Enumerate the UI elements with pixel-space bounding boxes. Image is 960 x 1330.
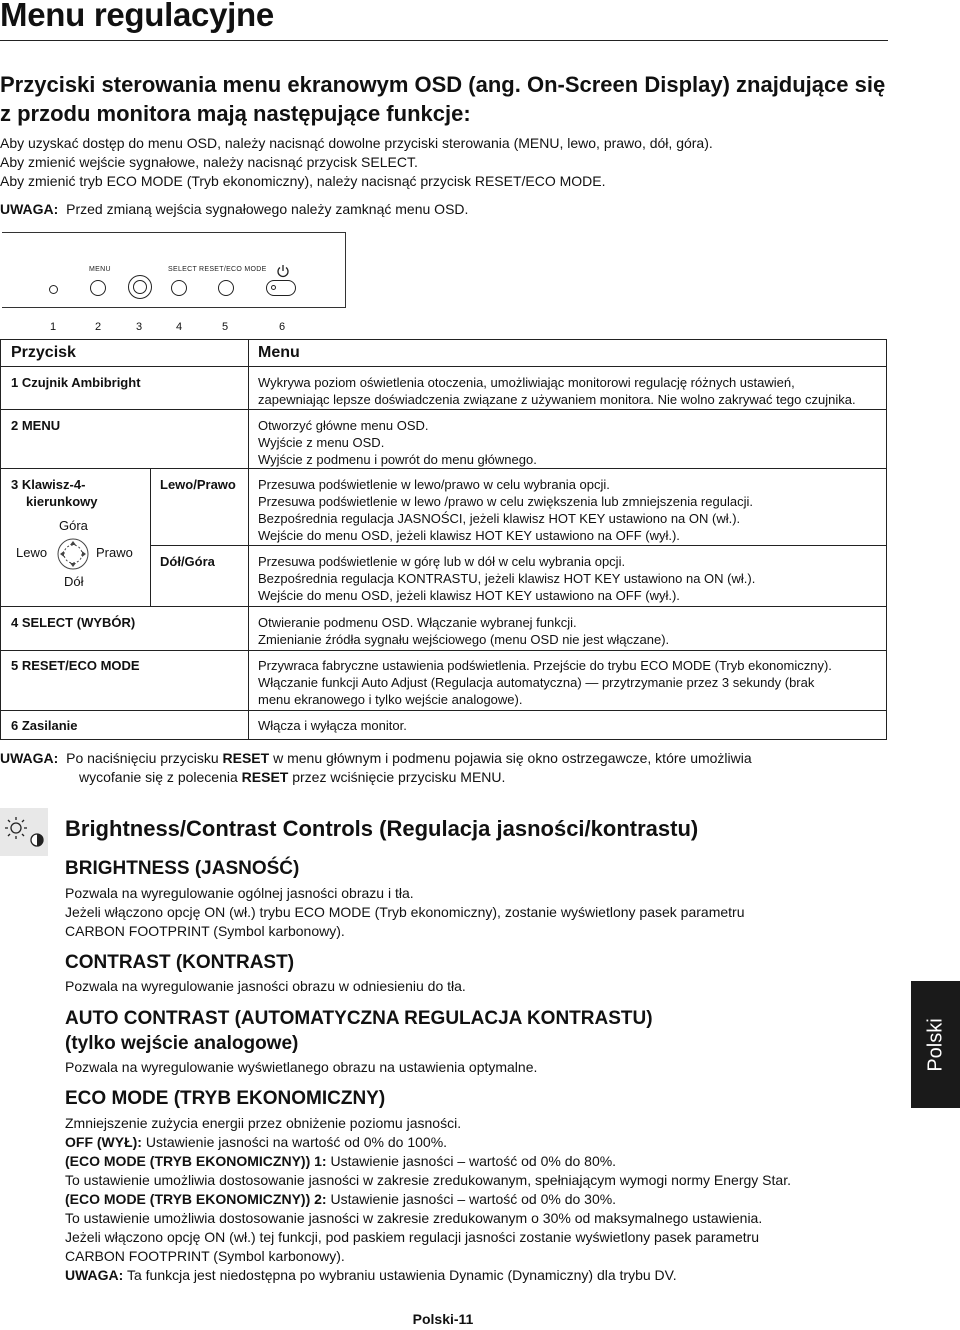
auto-contrast-text (65, 1058, 895, 1077)
note-text-bold: RESET (241, 769, 289, 785)
power-button (266, 280, 296, 296)
menu-line: Przesuwa podświetlenie w górę lub w dół w celu wybrania opcji. (258, 554, 626, 569)
text-line: CARBON FOOTPRINT (Symbol karbonowy). (65, 1248, 345, 1264)
dpad-label-down: Dół (64, 574, 84, 589)
power-led (271, 285, 276, 290)
text-bold: (ECO MODE (TRYB EKONOMICZNY)) 2: (65, 1191, 327, 1207)
text-line: Ustawienie jasności na wartość od 0% do 100%. (141, 1134, 448, 1150)
table-row-divider (1, 468, 886, 469)
note-label: UWAGA: (0, 750, 59, 766)
sub-button-left-right: Lewo/Prawo (160, 477, 236, 492)
menu-line: Otwieranie podmenu OSD. Włączanie wybranej funkcji. (258, 615, 577, 630)
menu-line: Wyjście z menu OSD. (258, 435, 385, 450)
note-text: Po naciśnięciu przycisku (66, 750, 223, 766)
contrast-text (65, 977, 895, 996)
menu-line: Wejście do menu OSD, jeżeli klawisz HOT KEY ustawiono na OFF (wył.). (258, 528, 680, 543)
bezel-label-menu: MENU (89, 266, 111, 273)
menu-line: Włączanie funkcji Auto Adjust (Regulacja automatyczna) — przytrzymanie przez 3 sekundy (brak (258, 675, 815, 690)
table-sub-row-divider (150, 545, 886, 546)
note-text: w menu głównym i podmenu pojawia się okno ostrzegawcze, które umożliwia (269, 750, 752, 766)
text-bold: UWAGA: (65, 1267, 124, 1283)
page-title: Menu regulacyjne (0, 0, 274, 33)
contrast-heading: CONTRAST (KONTRAST) (65, 952, 295, 973)
menu-line: Bezpośrednia regulacja JASNOŚCI, jeżeli klawisz HOT KEY ustawiono na ON (wł.). (258, 511, 741, 526)
row-button-reset: 5 RESET/ECO MODE (11, 658, 140, 673)
callout-number: 2 (95, 321, 102, 333)
text-line: To ustawienie umożliwia dostosowanie jasności w zakresie zredukowanym o 30% od maksymalnego ustawienia. (65, 1210, 763, 1226)
note-text: Przed zmianą wejścia sygnałowego należy zamknąć menu OSD. (66, 201, 469, 217)
note-text-bold: RESET (222, 750, 270, 766)
menu-line: Otworzyć główne menu OSD. (258, 418, 429, 433)
power-symbol-icon (276, 264, 290, 278)
brightness-contrast-icon (0, 808, 48, 856)
select-button (171, 280, 187, 296)
text-bold: (ECO MODE (TRYB EKONOMICZNY)) 1: (65, 1153, 327, 1169)
title-divider (0, 40, 888, 41)
table-column-divider (248, 340, 249, 739)
brightness-text (65, 884, 895, 941)
text-line: Pozwala na wyregulowanie wyświetlanego obrazu na ustawienia optymalne. (65, 1059, 538, 1075)
row-button-menu: 2 MENU (11, 418, 61, 433)
table-row-divider (1, 650, 886, 651)
note-text: wycofanie się z polecenia (79, 769, 242, 785)
row-menu-power (258, 717, 884, 734)
text-line: Ustawienie jasności – wartość od 0% do 80%. (326, 1153, 617, 1169)
page-number: Polski-11 (412, 1311, 474, 1327)
callout-number: 6 (279, 321, 286, 333)
row-button-4way-l2: kierunkowy (26, 494, 98, 509)
language-tab (911, 981, 960, 1108)
note-reset-warning (0, 749, 900, 787)
ambibright-sensor (49, 285, 58, 294)
text-line: Ustawienie jasności – wartość od 0% do 30%. (326, 1191, 617, 1207)
table-row-divider (1, 409, 886, 410)
dpad-label-left: Lewo (16, 545, 48, 560)
text-line: Ta funkcja jest niedostępna po wybraniu ustawienia Dynamic (Dynamiczny) dla trybu DV. (123, 1267, 677, 1283)
table-row-divider (1, 606, 886, 607)
menu-line: Przywraca fabryczne ustawienia podświetlenia. Przejście do trybu ECO MODE (Tryb ekonomiczny). (258, 658, 832, 673)
text-line: Pozwala na wyregulowanie jasności obrazu w odniesieniu do tła. (65, 978, 466, 994)
row-menu-select (258, 614, 884, 648)
menu-line: menu ekranowego i tylko wejście analogowe). (258, 692, 523, 707)
menu-line: Włącza i wyłącza monitor. (258, 718, 407, 733)
intro-line: Aby zmienić tryb ECO MODE (Tryb ekonomiczny), należy nacisnąć przycisk RESET/ECO MODE. (0, 173, 606, 189)
reset-eco-button (218, 280, 234, 296)
eco-mode-heading: ECO MODE (TRYB EKONOMICZNY) (65, 1088, 386, 1109)
menu-line: Przesuwa podświetlenie w lewo/prawo w celu wybrania opcji. (258, 477, 610, 492)
text-line: Jeżeli włączono opcję ON (wł.) trybu ECO MODE (Tryb ekonomiczny), zostanie wyświetlony pasek parametru (65, 904, 745, 920)
intro-text (0, 134, 900, 191)
note-label: UWAGA: (0, 201, 59, 217)
row-menu-menu (258, 417, 884, 468)
text-line: CARBON FOOTPRINT (Symbol karbonowy). (65, 923, 345, 939)
bezel-label-reset: RESET/ECO MODE (199, 266, 267, 273)
callout-number: 4 (176, 321, 183, 333)
sub-menu-down-up (258, 553, 884, 604)
language-tab-label: Polski (924, 1017, 946, 1072)
menu-line: Wykrywa poziom oświetlenia otoczenia, umożliwiając monitorowi regulację różnych ustawień, (258, 375, 795, 390)
bezel-label-select: SELECT (168, 266, 198, 273)
row-menu-reset (258, 657, 884, 708)
menu-line: Wejście do menu OSD, jeżeli klawisz HOT KEY ustawiono na OFF (wył.). (258, 588, 680, 603)
auto-contrast-heading: AUTO CONTRAST (AUTOMATYCZNA REGULACJA KONTRASTU) (65, 1008, 653, 1029)
controls-table (0, 339, 887, 740)
menu-button (90, 280, 106, 296)
menu-line: Zmienianie źródła sygnału wejściowego (menu OSD nie jest włączane). (258, 632, 670, 647)
text-line: Pozwala na wyregulowanie ogólnej jasności obrazu i tła. (65, 885, 414, 901)
callout-number: 3 (136, 321, 143, 333)
header-menu: Menu (258, 344, 300, 361)
row-menu-ambibright (258, 374, 884, 408)
menu-line: zapewniając lepsze doświadczenia związane z używaniem monitora. Nie wolno zakrywać tego czujnika. (258, 392, 856, 407)
row-button-ambibright: 1 Czujnik Ambibright (11, 375, 141, 390)
note-input-change (0, 201, 468, 217)
row-button-power: 6 Zasilanie (11, 718, 78, 733)
menu-line: Wyjście z podmenu i powrót do menu głównego. (258, 452, 537, 467)
callout-number: 5 (222, 321, 229, 333)
dpad-label-up: Góra (59, 518, 88, 533)
text-line: Jeżeli włączono opcję ON (wł.) tej funkcji, pod paskiem regulacji jasności zostanie wyświetlony pasek parametru (65, 1229, 760, 1245)
note-text: przez wciśnięcie przycisku MENU. (288, 769, 506, 785)
section-title: Brightness/Contrast Controls (Regulacja jasności/kontrastu) (65, 816, 699, 841)
eco-mode-text (65, 1114, 895, 1285)
table-header-divider (1, 366, 886, 367)
menu-line: Przesuwa podświetlenie w lewo /prawo w celu zwiększenia lub zmniejszenia regulacji. (258, 494, 753, 509)
section-subheading: Przyciski sterowania menu ekranowym OSD (ang. On-Screen Display) znajdujące się z przodu monitora mają następujące funkcje: (0, 72, 886, 126)
row-button-select: 4 SELECT (WYBÓR) (11, 615, 136, 630)
sub-menu-left-right (258, 476, 884, 544)
intro-line: Aby uzyskać dostęp do menu OSD, należy nacisnąć dowolne przyciski sterowania (MENU, lewo, prawo, dół, góra). (0, 135, 713, 151)
text-bold: OFF (WYŁ): (65, 1134, 142, 1150)
text-line: To ustawienie umożliwia dostosowanie jasności w zakresie zredukowanym, spełniającym wymogi normy Energy Star. (65, 1172, 791, 1188)
row-button-4way-l1: 3 Klawisz-4- (11, 477, 86, 492)
brightness-heading: BRIGHTNESS (JASNOŚĆ) (65, 858, 300, 879)
header-button: Przycisk (11, 344, 76, 361)
text-line: Zmniejszenie zużycia energii przez obniżenie poziomu jasności. (65, 1115, 462, 1131)
auto-contrast-subheading: (tylko wejście analogowe) (65, 1033, 299, 1054)
dpad-label-right: Prawo (96, 545, 133, 560)
callout-number: 1 (50, 321, 57, 333)
menu-line: Bezpośrednia regulacja KONTRASTU, jeżeli klawisz HOT KEY ustawiono na ON (wł.). (258, 571, 756, 586)
four-way-key-icon (56, 537, 90, 571)
four-way-key-center (133, 280, 147, 294)
monitor-bezel-diagram (0, 230, 350, 335)
table-sub-divider (150, 468, 151, 606)
sub-button-down-up: Dół/Góra (160, 554, 215, 569)
intro-line: Aby zmienić wejście sygnałowe, należy nacisnąć przycisk SELECT. (0, 154, 418, 170)
table-row-divider (1, 710, 886, 711)
